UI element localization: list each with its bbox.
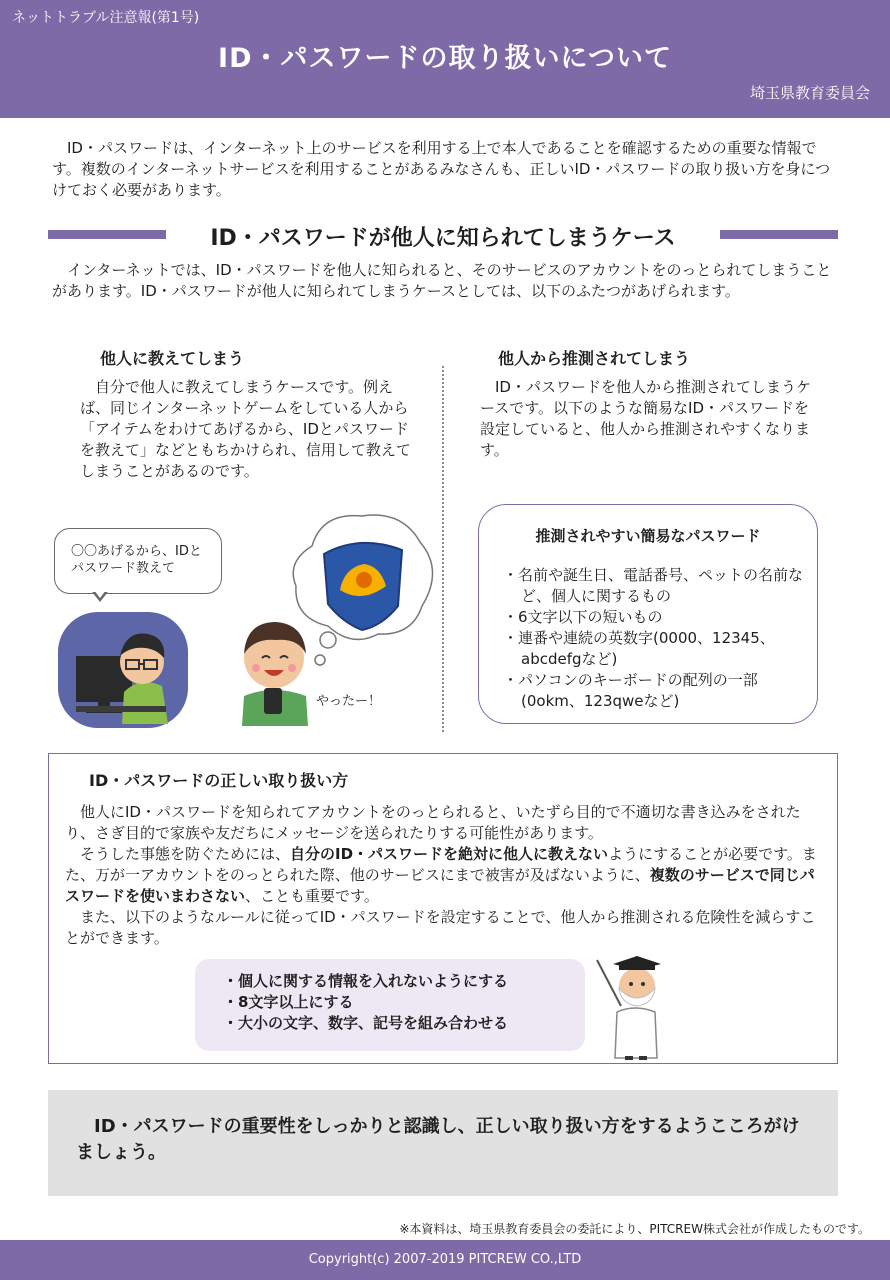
left-case-title: 他人に教えてしまう (100, 349, 245, 368)
column-divider (442, 366, 444, 732)
happy-boy-illustration (234, 614, 314, 726)
correct-handling-box (48, 753, 838, 1064)
weak-password-title: 推測されやすい簡易なパスワード (535, 527, 761, 545)
right-case-text: ID・パスワードを他人から推測されてしまうケースです。以下のような簡易なID・パスワードを設定していると、他人から推測されやすくなります。 (480, 378, 811, 459)
professor-illustration (595, 952, 675, 1060)
rules-emphasis: 自分のID・パスワードを絶対に他人に教えない (290, 845, 609, 863)
rules-text: 、ことも重要です。 (245, 887, 379, 905)
list-item: ・個人に関する情報を入れないようにする (223, 972, 509, 990)
computer-user-illustration (56, 606, 191, 730)
issue-label: ネットトラブル注意報(第1号) (12, 10, 200, 26)
page-title: ID・パスワードの取り扱いについて (218, 43, 672, 74)
header-banner (0, 0, 890, 118)
section-paragraph: インターネットでは、ID・パスワードを他人に知られると、そのサービスのアカウントをのっとられてしまうことがあります。ID・パスワードが他人に知られてしまうケースとしては、以下のふたつがあげられます。 (52, 261, 832, 300)
rules-text: ようにすることが必要です。また、万が一アカウントをのっとられた際、他のサービスにまで被害が及ばないように、 (65, 845, 817, 884)
rules-emphasis: 複数のサービスで同じパスワードを使いまわさない (65, 866, 815, 905)
list-item: ・パソコンのキーボードの配列の一部(0okm、123qweなど) (503, 671, 758, 710)
credit-note: ※本資料は、埼玉県教育委員会の委託により、PITCREW株式会社が作成したものです。 (399, 1222, 870, 1236)
intro-paragraph: ID・パスワードは、インターネット上のサービスを利用する上で本人であることを確認するための重要な情報です。複数のインターネットサービスを利用することがあるみなさんも、正しいID・パスワードの取り扱い方を身につけておく必要があります。 (52, 139, 831, 199)
list-item: ・8文字以上にする (223, 993, 354, 1011)
list-item: ・名前や誕生日、電話番号、ペットの名前など、個人に関するもの (503, 566, 804, 605)
speech-bubble: 〇〇あげるから、IDとパスワード教えて (54, 528, 222, 594)
summary-box (48, 1090, 838, 1196)
left-case-text: 自分で他人に教えてしまうケースです。例えば、同じインターネットゲームをしている人から「アイテムをわけてあげるから、IDとパスワードを教えて」などともちかけられ、信用して教えてしまうことがあるのです。 (80, 378, 411, 480)
weak-password-box (478, 504, 818, 724)
section-heading (48, 218, 838, 254)
rules-text: そうした事態を防ぐためには、 (80, 845, 291, 863)
heading-bar-right (720, 230, 838, 239)
speech-bubble-tail-fill (94, 590, 106, 598)
organization-name: 埼玉県教育委員会 (749, 84, 870, 102)
correct-handling-text (65, 802, 821, 949)
list-item: ・連番や連続の英数字(0000、12345、abcdefgなど) (503, 629, 775, 668)
password-rules-list (195, 959, 585, 1051)
copyright-footer: Copyright(c) 2007-2019 PITCREW CO.,LTD (0, 1240, 890, 1280)
weak-password-list (503, 565, 803, 712)
rules-paragraph-1: 他人にID・パスワードを知られてアカウントをのっとられると、いたずら目的で不適切な書き込みをされたり、さぎ目的で家族や友だちにメッセージを送られたりする可能性があります。 (65, 803, 801, 842)
right-case-title: 他人から推測されてしまう (498, 349, 691, 368)
list-item: ・大小の文字、数字、記号を組み合わせる (223, 1014, 509, 1032)
rules-paragraph-3: また、以下のようなルールに従ってID・パスワードを設定することで、他人から推測される危険性を減らすことができます。 (65, 908, 816, 947)
summary-text: ID・パスワードの重要性をしっかりと認識し、正しい取り扱い方をするようこころがけましょう。 (76, 1116, 800, 1163)
rules-paragraph-2 (65, 844, 821, 907)
correct-handling-title: ID・パスワードの正しい取り扱い方 (89, 771, 349, 790)
section-heading-text: ID・パスワードが他人に知られてしまうケース (210, 226, 676, 251)
list-item: ・6文字以下の短いもの (503, 608, 663, 626)
exclaim-text: やったー！ (316, 694, 382, 709)
